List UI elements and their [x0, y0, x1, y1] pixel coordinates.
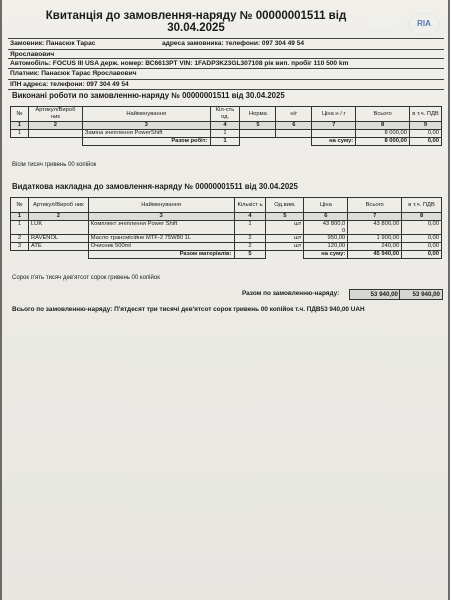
ria-logo-icon: RIA: [408, 12, 440, 36]
col-number: 7: [348, 213, 402, 221]
cell-name: Масло трансмісійне MTF-2 75W80 1L: [88, 235, 234, 243]
customer-address: адреса замовника: телефони: 097 304 49 54: [162, 40, 305, 47]
col-header: Найменування: [88, 198, 234, 213]
col-number: 5: [266, 213, 304, 221]
materials-subtotal-sum: 45 940,00: [348, 251, 402, 259]
col-header: в т.ч. ПДВ: [402, 198, 442, 213]
col-number: 7: [312, 122, 356, 130]
col-header: Ціна: [304, 198, 348, 213]
materials-table: [10, 197, 442, 259]
cell-article: [28, 130, 82, 138]
cell-norm: [240, 130, 276, 138]
materials-sum-label: на суму:: [304, 251, 348, 259]
price-line: 43 800,0: [322, 221, 346, 227]
cell-price: 120,00: [304, 243, 348, 251]
cell-vat: 0,00: [410, 130, 442, 138]
cell-unit: шт: [266, 235, 304, 243]
cell-article: ATE: [28, 243, 88, 251]
car-details: Автомобіль: FOCUS III USA держ. номер: ВС6613РТ VIN: 1FADP3K23GL307108 рік вип. пробіг 110 500 km: [10, 59, 349, 67]
col-number: 1: [11, 122, 29, 130]
cell-nh: [276, 130, 312, 138]
col-number: 4: [210, 122, 240, 130]
materials-number-row: [11, 213, 442, 221]
order-total-sum: 53 940,00: [349, 289, 401, 300]
document-title: Квитанція до замовлення-наряду № 00000001511 від 30.04.2025: [45, 10, 347, 34]
cell-vat: 0,00: [402, 221, 442, 235]
cell-unit: шт: [266, 221, 304, 235]
header-block: [8, 38, 444, 90]
works-subtotal-row: [11, 138, 442, 146]
works-subtotal-label: Разом робіт:: [82, 138, 210, 146]
materials-subtotal-label: Разом матеріалів:: [88, 251, 234, 259]
cell-number: 2: [11, 235, 29, 243]
col-number: 6: [304, 213, 348, 221]
materials-header-row: [11, 198, 442, 213]
customer-label: Замовник: Панасюк Тарас: [10, 40, 96, 47]
cell-vat: 0,00: [402, 243, 442, 251]
cell-total: 240,00: [348, 243, 402, 251]
cell-name: Очисник 500ml: [88, 243, 234, 251]
cell-article: RAVENOL: [28, 235, 88, 243]
col-header: в т.ч. ПДВ: [410, 107, 442, 122]
table-row: [11, 221, 442, 235]
works-subtotal-vat: 0,00: [410, 138, 442, 146]
col-header: №: [11, 107, 29, 122]
table-row: [11, 130, 442, 138]
col-number: 3: [88, 213, 234, 221]
payer: Платник: Панасюк Тарас Ярославович: [10, 70, 137, 77]
cell-total: 43 800,00: [348, 221, 402, 235]
cell-number: 1: [11, 130, 29, 138]
works-header-row: [11, 107, 442, 122]
watermark-text: auto: [368, 14, 398, 30]
col-number: 8: [402, 213, 442, 221]
cell-total: 8 000,00: [356, 130, 410, 138]
ipn-line: ІПН адреса: телефони: 097 304 49 54: [10, 80, 129, 88]
materials-subtotal-qty: 5: [234, 251, 266, 259]
col-number: 2: [28, 213, 88, 221]
materials-subtotal-vat: 0,00: [402, 251, 442, 259]
cell-qty: 2: [234, 235, 266, 243]
col-number: 6: [276, 122, 312, 130]
cell-total: 1 900,00: [348, 235, 402, 243]
works-amount-words: Вісім тисяч гривень 00 копійок: [12, 162, 97, 168]
col-number: 8: [356, 122, 410, 130]
col-header: Кількіст ь: [234, 198, 266, 213]
col-header: №: [11, 198, 29, 213]
cell-unit: шт: [266, 243, 304, 251]
col-header: н/г: [276, 107, 312, 122]
cell-number: 1: [11, 221, 29, 235]
cell-qty: 1: [210, 130, 240, 138]
works-table: [10, 106, 442, 146]
works-heading: Виконані роботи по замовленню-наряду № 00000001511 від 30.04.2025: [12, 91, 285, 100]
col-header: Всього: [356, 107, 410, 122]
final-total-line: Всього по замовленню-наряду: П'ятдесят три тисячі дев'ятсот сорок гривень 00 копійок т.ч. ПДВ53 940,00 UAH: [12, 306, 365, 313]
cell-name: Комплект зчеплення Power Shift: [88, 221, 234, 235]
cell-name: Заміна зчеплення PowerShift: [82, 130, 210, 138]
table-row: [11, 243, 442, 251]
autoria-watermark: [368, 12, 442, 34]
cell-qty: 2: [234, 243, 266, 251]
col-header: Найменування: [82, 107, 210, 122]
cell-price: 950,00: [304, 235, 348, 243]
works-subtotal-sum: 8 000,00: [356, 138, 410, 146]
table-row: [11, 235, 442, 243]
materials-heading: Видаткова накладна до замовлення-наряду № 00000001511 від 30.04.2025: [12, 182, 298, 191]
receipt-paper: [2, 0, 448, 600]
col-header: Артикул/Вироб ник: [28, 198, 88, 213]
customer-name-cont: Ярославович: [10, 50, 55, 58]
works-subtotal-qty: 1: [210, 138, 240, 146]
col-header: Всього: [348, 198, 402, 213]
cell-price: [304, 221, 348, 235]
col-header: Артикул/Вироб ник: [28, 107, 82, 122]
materials-subtotal-row: [11, 251, 442, 259]
cell-article: LUK: [28, 221, 88, 235]
col-number: 9: [410, 122, 442, 130]
price-line-wrap: 0: [342, 227, 346, 234]
materials-amount-words: Сорок п'ять тисяч дев'ятсот сорок гривень 00 копійок: [12, 275, 160, 281]
col-number: 4: [234, 213, 266, 221]
cell-price: [312, 130, 356, 138]
col-header: Норма: [240, 107, 276, 122]
col-number: 3: [82, 122, 210, 130]
cell-qty: 1: [234, 221, 266, 235]
col-header: Од.вим.: [266, 198, 304, 213]
order-total-label: Разом по замовленню-наряду:: [242, 290, 340, 297]
cell-vat: 0,00: [402, 235, 442, 243]
cell-number: 3: [11, 243, 29, 251]
col-number: 1: [11, 213, 29, 221]
works-sum-label: на суму:: [312, 138, 356, 146]
order-total-sum-vat: 53 940,00: [399, 289, 443, 300]
col-number: 2: [28, 122, 82, 130]
col-number: 5: [240, 122, 276, 130]
works-number-row: [11, 122, 442, 130]
col-header: Ціна н / г: [312, 107, 356, 122]
col-header: Кіл-сть од.: [210, 107, 240, 122]
